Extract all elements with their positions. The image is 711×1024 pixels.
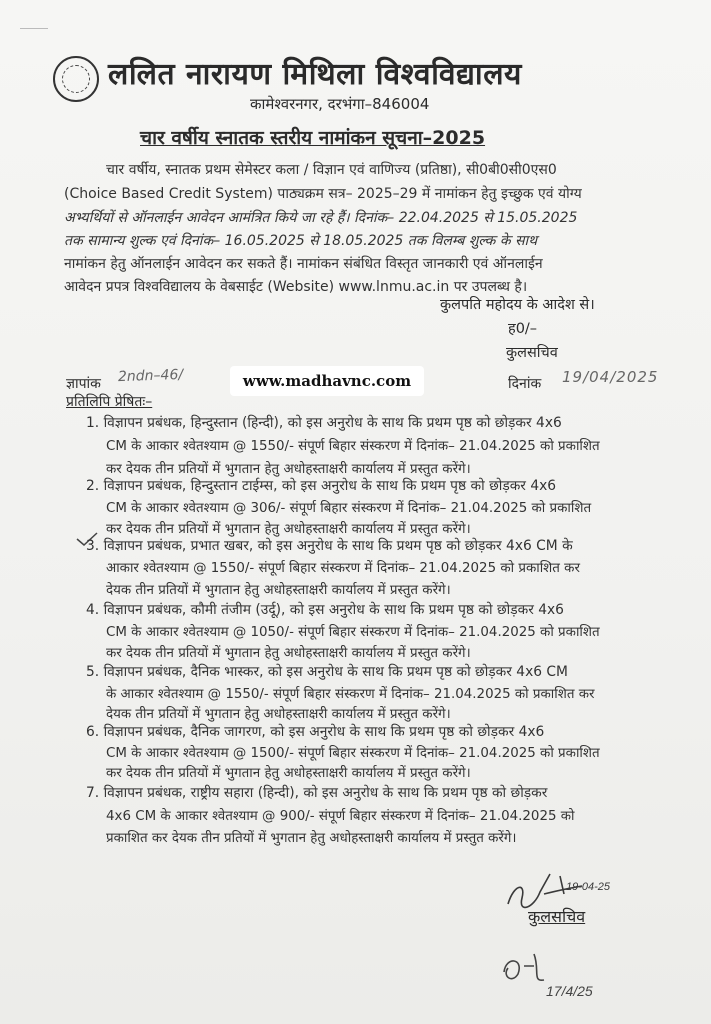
list-item-line: 4x6 CM के आकार श्वेतश्याम @ 900/- संपूर्ण बिहार संस्करण में दिनांक– 21.04.2025 को [106, 809, 575, 824]
university-address: कामेश्वरनगर, दरभंगा–846004 [250, 95, 430, 113]
handwritten-initial [494, 946, 634, 1006]
notice-body-line: (Choice Based Credit System) पाठ्यक्रम सत्र– 2025–29 में नामांकन हेतु इच्छुक एवं योग्य [64, 186, 582, 202]
list-item-line: देयक तीन प्रतियों में भुगतान हेतु अधोहस्ताक्षरी कार्यालय में प्रस्तुत करेंगे। [106, 583, 451, 598]
notice-body-line: चार वर्षीय, स्नातक प्रथम सेमेस्टर कला / विज्ञान एवं वाणिज्य (प्रतिष्ठा), सी0बी0सी0एस0 [106, 162, 557, 178]
list-item-line: CM के आकार श्वेतश्याम @ 306/- संपूर्ण बिहार संस्करण में दिनांक– 21.04.2025 को प्रकाशित [106, 501, 592, 516]
date-handwritten: 19/04/2025 [562, 368, 659, 386]
list-item-line: 2. विज्ञापन प्रबंधक, हिन्दुस्तान टाईम्स, को इस अनुरोध के साथ कि प्रथम पृष्ठ को छोड़कर 4x6 [86, 478, 557, 494]
list-item-line: 7. विज्ञापन प्रबंधक, राष्ट्रीय सहारा (हिन्दी), को इस अनुरोध के साथ कि प्रथम पृष्ठ को छोड़कर [86, 785, 548, 801]
registrar-signature-title: कुलसचिव [528, 907, 586, 926]
page-mark [20, 28, 48, 29]
memo-number-handwritten: 2ndn–46/ [117, 366, 184, 386]
list-item-line: कर देयक तीन प्रतियों में भुगतान हेतु अधोहस्ताक्षरी कार्यालय में प्रस्तुत करेंगे। [106, 766, 471, 781]
notice-body-line: आवेदन प्रपत्र विश्वविद्यालय के वेबसाईट (Website) www.lnmu.ac.in पर उपलब्ध है। [64, 279, 528, 295]
university-name: ललित नारायण मिथिला विश्वविद्यालय [108, 57, 522, 92]
list-item-line: 1. विज्ञापन प्रबंधक, हिन्दुस्तान (हिन्दी), को इस अनुरोध के साथ कि प्रथम पृष्ठ को छोड़कर 4x6 [86, 415, 562, 431]
list-item-line: CM के आकार श्वेतश्याम @ 1500/- संपूर्ण बिहार संस्करण में दिनांक– 21.04.2025 को प्रकाशित [106, 746, 600, 761]
registrar-title: कुलसचिव [506, 345, 558, 361]
list-item-line: 6. विज्ञापन प्रबंधक, दैनिक जागरण, को इस अनुरोध के साथ कि प्रथम पृष्ठ को छोड़कर 4x6 [86, 724, 545, 740]
list-item-line: कर देयक तीन प्रतियों में भुगतान हेतु अधोहस्ताक्षरी कार्यालय में प्रस्तुत करेंगे। [106, 646, 471, 661]
signed-text: ह0/– [508, 321, 538, 337]
list-item-line: कर देयक तीन प्रतियों में भुगतान हेतु अधोहस्ताक्षरी कार्यालय में प्रस्तुत करेंगे। [106, 522, 471, 537]
date-label: दिनांक [508, 376, 542, 392]
notice-title: चार वर्षीय स्नातक स्तरीय नामांकन सूचना–2025 [140, 127, 486, 149]
list-item-line: कर देयक तीन प्रतियों में भुगतान हेतु अधोहस्ताक्षरी कार्यालय में प्रस्तुत करेंगे। [106, 462, 471, 477]
university-seal-icon [53, 56, 99, 102]
list-item-line: CM के आकार श्वेतश्याम @ 1550/- संपूर्ण बिहार संस्करण में दिनांक– 21.04.2025 को प्रकाशित [106, 439, 600, 454]
list-item-line: आकार श्वेतश्याम @ 1550/- संपूर्ण बिहार संस्करण में दिनांक– 21.04.2025 को प्रकाशित कर [106, 561, 580, 576]
notice-body-line: अभ्यर्थियों से ऑनलाईन आवेदन आमंत्रित किये जा रहे हैं। दिनांक– 22.04.2025 से 15.05.2025 [64, 210, 578, 226]
memo-number-label: ज्ञापांक [66, 376, 101, 392]
list-item-line: 3. विज्ञापन प्रबंधक, प्रभात खबर, को इस अनुरोध के साथ कि प्रथम पृष्ठ को छोड़कर 4x6 CM के [86, 538, 573, 554]
list-item-line: देयक तीन प्रतियों में भुगतान हेतु अधोहस्ताक्षरी कार्यालय में प्रस्तुत करेंगे। [106, 707, 451, 722]
by-order-text: कुलपति महोदय के आदेश से। [440, 297, 595, 313]
list-item-line: 5. विज्ञापन प्रबंधक, दैनिक भास्कर, को इस अनुरोध के साथ कि प्रथम पृष्ठ को छोड़कर 4x6 CM [86, 664, 568, 680]
notice-body-line: तक सामान्य शुल्क एवं दिनांक– 16.05.2025 से 18.05.2025 तक विलम्ब शुल्क के साथ [64, 233, 538, 249]
list-item-line: 4. विज्ञापन प्रबंधक, कौमी तंजीम (उर्दू), को इस अनुरोध के साथ कि प्रथम पृष्ठ को छोड़कर 4x6 [86, 602, 564, 618]
signature-date: 19-04-25 [566, 881, 611, 893]
website-watermark: www.madhavnc.com [230, 366, 424, 396]
handwritten-date: 17/4/25 [546, 983, 593, 999]
list-item-line: के आकार श्वेतश्याम @ 1550/- संपूर्ण बिहार संस्करण में दिनांक– 21.04.2025 को प्रकाशित कर [106, 687, 595, 702]
list-item-line: CM के आकार श्वेतश्याम @ 1050/- संपूर्ण बिहार संस्करण में दिनांक– 21.04.2025 को प्रकाशित [106, 625, 600, 640]
copy-to-label: प्रतिलिपि प्रेषितः– [66, 394, 153, 410]
list-item-line: प्रकाशित कर देयक तीन प्रतियों में भुगतान हेतु अधोहस्ताक्षरी कार्यालय में प्रस्तुत करेंगे। [106, 831, 517, 846]
notice-body-line: नामांकन हेतु ऑनलाईन आवेदन कर सकते हैं। नामांकन संबंधित विस्तृत जानकारी एवं ऑनलाईन [64, 256, 543, 272]
